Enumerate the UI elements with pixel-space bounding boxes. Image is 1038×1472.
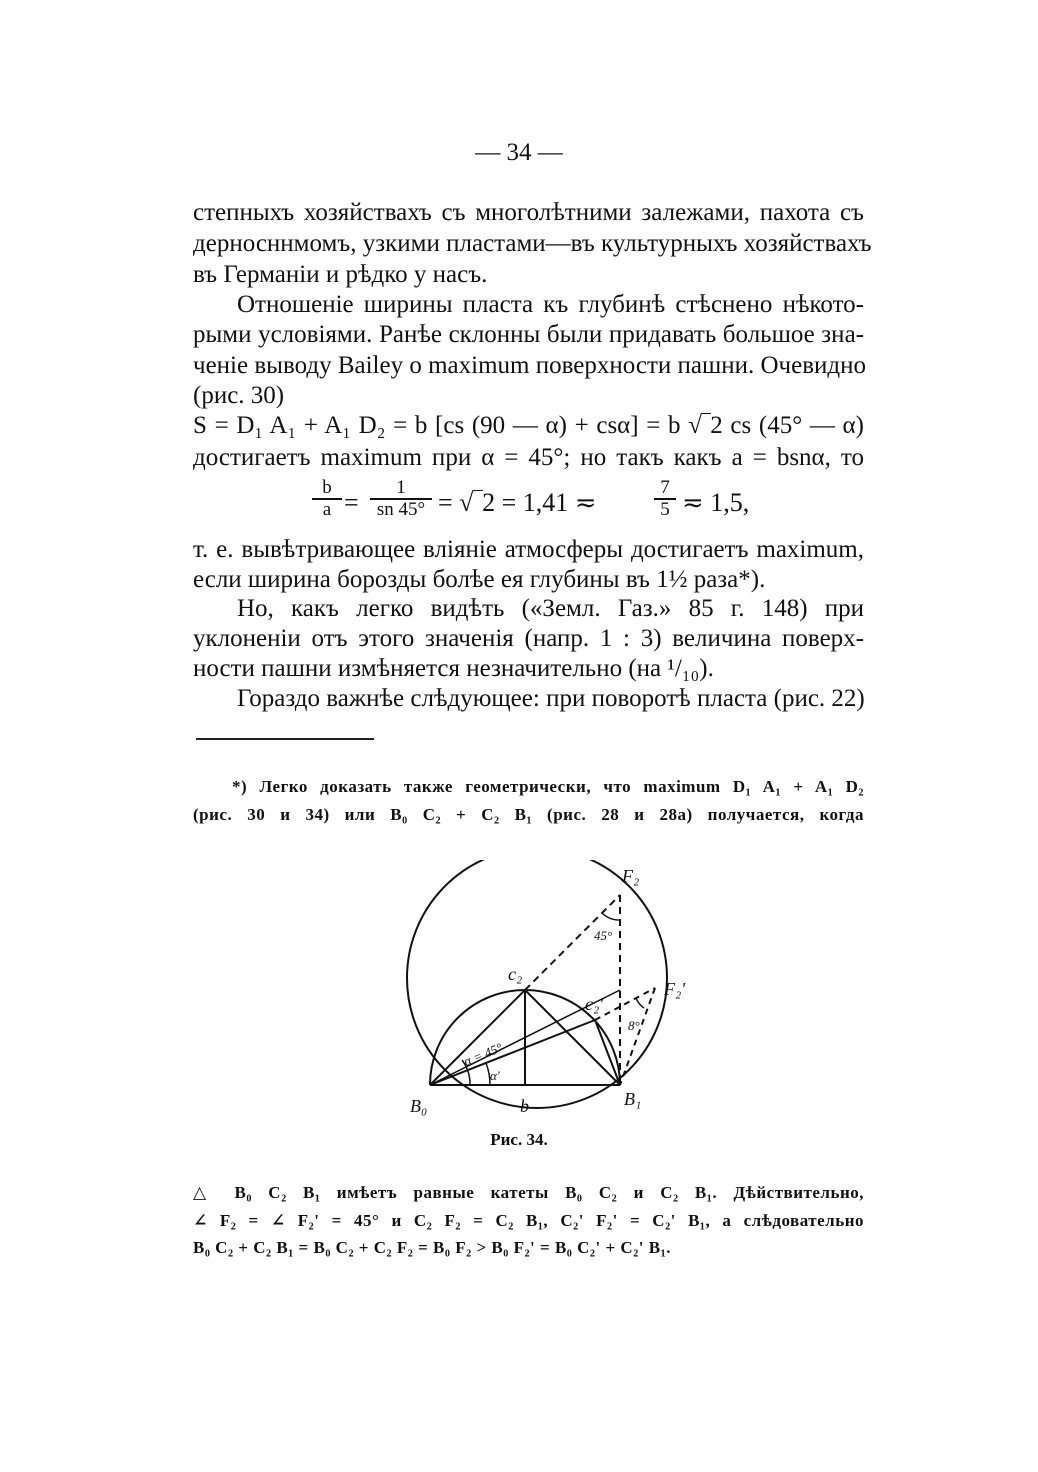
fraction-1-over-sn45 (370, 478, 432, 520)
figure-caption: Рис. 34. (490, 1130, 548, 1149)
label-angle-8: 8° (628, 1018, 640, 1033)
footnote-line: *) Легко доказать также геометрически, что maximum D₁ A₁ + A₁ D₂ (232, 777, 864, 796)
dashed-f2prime-b1 (620, 988, 655, 1085)
text-line: уклоненiи отъ этого значенiя (напр. 1 : 3) величина поверх- (193, 625, 864, 652)
line-b0-c2prime (430, 1020, 595, 1085)
text-line: достигаетъ maximum при α = 45°; но такъ какъ a = bsnα, то (193, 444, 864, 471)
text-line: въ Германiи и рѣдко у насъ. (193, 261, 488, 288)
numerator: 7 (654, 478, 676, 500)
footnote-line: ∠ F₂ = ∠ F₂' = 45° и C₂ F₂ = C₂ B₁, C₂' F₂' = C₂' B₁, а слѣдовательно (193, 1211, 864, 1230)
line-c2-b1 (525, 990, 620, 1085)
label-alpha-prime: α' (490, 1068, 500, 1083)
denominator: a (322, 499, 332, 520)
text-line: Гораздо важнѣе слѣдующее: при поворотѣ пласта (рис. 22) (237, 685, 865, 712)
label-angle-45: 45° (594, 928, 613, 943)
label-c2: c₂ (508, 964, 523, 984)
text-line: Отношенiе ширины пласта къ глубинѣ стѣснено нѣкото- (237, 291, 864, 318)
angle-arc-f2prime (636, 998, 644, 1008)
text-line: т. е. вывѣтривающее влiянiе атмосферы достигаетъ maximum, (193, 536, 864, 563)
text-line: рыми условiями. Ранѣе склонны были придавать большое зна- (193, 321, 864, 348)
equation-end: ≂ 1,5, (682, 488, 750, 517)
denominator: 5 (660, 499, 670, 520)
outer-circle (407, 860, 667, 1108)
label-b1: B₁ (624, 1089, 642, 1109)
text-line: ченiе выводу Bailey о maximum поверхности пашни. Очевидно (193, 352, 866, 379)
equals-sign: = (344, 488, 359, 517)
angle-arc-f2 (602, 913, 620, 920)
fraction-7-over-5 (654, 478, 676, 520)
line-c2prime-b1 (595, 1020, 620, 1085)
footnote-line: (рис. 30 и 34) или B₀ C₂ + C₂ B₁ (рис. 28 и 28а) получается, когда (193, 805, 864, 824)
formula-line: S = D₁ A₁ + A₁ D₂ = b [cs (90 — α) + csα] = b √‾2 cs (45° — α) (193, 412, 864, 439)
text-line: ности пашни измѣняется незначительно (на ¹/₁₀). (193, 655, 714, 682)
footnote-rule (196, 738, 374, 740)
fraction-b-over-a (312, 478, 342, 520)
numerator: b (312, 478, 342, 500)
label-f2-prime: F₂' (664, 979, 686, 999)
text-line: дерносннмомъ, узкими пластами—въ культурныхъ хозяйствахъ (193, 230, 872, 257)
geometry-figure (380, 860, 700, 1130)
dashed-c2prime-f2prime (595, 988, 655, 1020)
text-line: (рис. 30) (193, 382, 285, 409)
page-number: — 34 — (475, 139, 563, 166)
label-alpha-45: α = 45° (461, 1039, 505, 1069)
text-line: Но, какъ легко видѣть («Земл. Газ.» 85 г. 148) при (237, 595, 864, 622)
denominator: sn 45° (376, 499, 426, 520)
footnote-line: △ B₀ C₂ B₁ имѣетъ равные катеты B₀ C₂ и C₂ B₁. Дѣйствительно, (193, 1183, 864, 1202)
label-c2-prime: c₂' (585, 994, 604, 1014)
text-line: степныхъ хозяйствахъ съ многолѣтними залежами, пахота съ (193, 199, 864, 226)
label-b: b (520, 1096, 529, 1116)
numerator: 1 (370, 478, 432, 500)
equation-middle: = √‾2 = 1,41 ≂ (438, 488, 597, 517)
label-b0: B₀ (410, 1096, 428, 1116)
text-line: если ширина борозды болѣе ея глубины въ 1½ раза*). (193, 566, 766, 593)
footnote-line: B₀ C₂ + C₂ B₁ = B₀ C₂ + C₂ F₂ = B₀ F₂ > B₀ F₂' = B₀ C₂' + C₂' B₁. (193, 1238, 671, 1257)
line-b0-c2 (430, 990, 525, 1085)
label-f2: F₂ (622, 866, 640, 886)
